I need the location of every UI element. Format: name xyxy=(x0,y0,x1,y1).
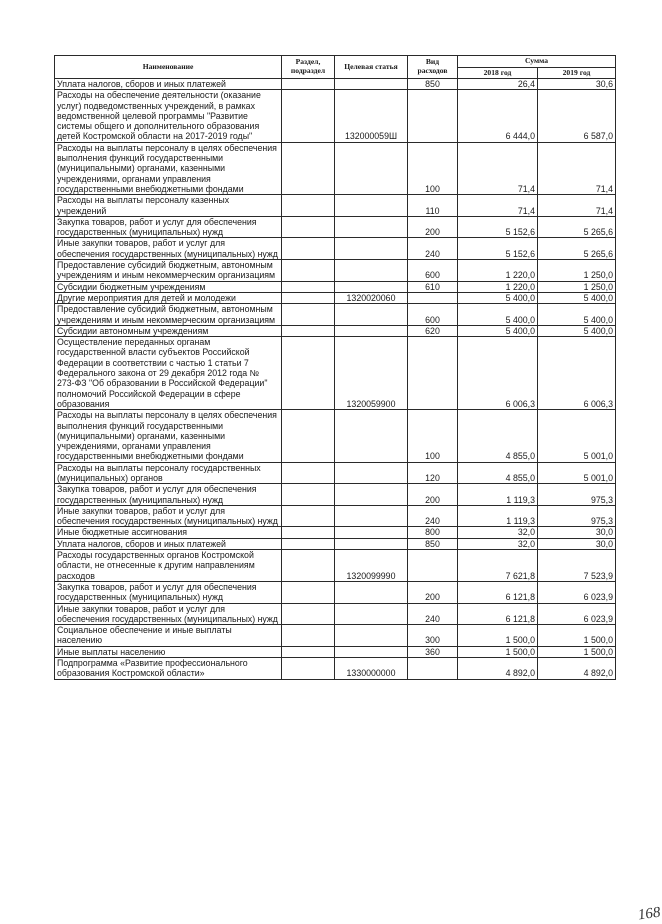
row-target xyxy=(335,410,408,462)
row-expense-type: 300 xyxy=(408,625,458,647)
row-section xyxy=(282,281,335,292)
table-body xyxy=(55,79,616,680)
row-expense-type xyxy=(408,550,458,582)
row-sum-2019: 30,6 xyxy=(538,79,616,90)
table-row xyxy=(55,410,616,462)
table-row xyxy=(55,238,616,260)
row-sum-2019: 1 250,0 xyxy=(538,260,616,282)
row-name: Предоставление субсидий бюджетным, автономным учреждениям и иным некоммерческим организациям xyxy=(55,304,282,326)
row-target xyxy=(335,603,408,625)
row-target: 1320099990 xyxy=(335,550,408,582)
row-sum-2019: 1 500,0 xyxy=(538,646,616,657)
row-section xyxy=(282,625,335,647)
row-target: 1330000000 xyxy=(335,658,408,680)
row-target xyxy=(335,79,408,90)
row-name: Иные закупки товаров, работ и услуг для обеспечения государственных (муниципальных) нужд xyxy=(55,505,282,527)
row-target xyxy=(335,304,408,326)
row-sum-2019: 5 400,0 xyxy=(538,292,616,303)
row-expense-type: 850 xyxy=(408,79,458,90)
table-row xyxy=(55,292,616,303)
row-expense-type: 110 xyxy=(408,195,458,217)
row-expense-type: 240 xyxy=(408,238,458,260)
table-row xyxy=(55,550,616,582)
row-sum-2018: 71,4 xyxy=(458,142,538,194)
row-section xyxy=(282,337,335,410)
row-name: Расходы на выплаты персоналу в целях обеспечения выполнения функций государственными (муниципальными) органами, казенными учреждениями, органами управления государственными внебюджетными фондами xyxy=(55,142,282,194)
row-name: Уплата налогов, сборов и иных платежей xyxy=(55,538,282,549)
row-name: Другие мероприятия для детей и молодежи xyxy=(55,292,282,303)
row-section xyxy=(282,260,335,282)
row-target xyxy=(335,484,408,506)
row-section xyxy=(282,603,335,625)
header-sum: Сумма xyxy=(458,56,616,68)
table-row xyxy=(55,90,616,142)
row-expense-type: 610 xyxy=(408,281,458,292)
row-expense-type: 200 xyxy=(408,581,458,603)
header-section: Раздел, подраздел xyxy=(282,56,335,79)
row-expense-type: 600 xyxy=(408,304,458,326)
row-expense-type: 100 xyxy=(408,142,458,194)
row-section xyxy=(282,658,335,680)
row-sum-2018: 71,4 xyxy=(458,195,538,217)
row-sum-2019: 975,3 xyxy=(538,505,616,527)
row-sum-2018: 5 400,0 xyxy=(458,292,538,303)
row-sum-2018: 5 400,0 xyxy=(458,304,538,326)
row-sum-2018: 32,0 xyxy=(458,527,538,538)
row-sum-2018: 1 220,0 xyxy=(458,260,538,282)
row-expense-type: 120 xyxy=(408,462,458,484)
row-target xyxy=(335,260,408,282)
row-expense-type: 200 xyxy=(408,216,458,238)
row-section xyxy=(282,195,335,217)
table-row xyxy=(55,195,616,217)
header-name: Наименование xyxy=(55,56,282,79)
row-sum-2018: 5 152,6 xyxy=(458,216,538,238)
row-sum-2018: 1 500,0 xyxy=(458,646,538,657)
row-name: Иные закупки товаров, работ и услуг для обеспечения государственных (муниципальных) нужд xyxy=(55,603,282,625)
row-target xyxy=(335,142,408,194)
row-expense-type: 240 xyxy=(408,505,458,527)
row-sum-2019: 6 023,9 xyxy=(538,581,616,603)
row-sum-2019: 5 265,6 xyxy=(538,216,616,238)
table-row xyxy=(55,304,616,326)
table-row xyxy=(55,79,616,90)
row-sum-2018: 4 892,0 xyxy=(458,658,538,680)
table-row xyxy=(55,484,616,506)
row-section xyxy=(282,550,335,582)
row-section xyxy=(282,538,335,549)
table-row xyxy=(55,581,616,603)
row-name: Иные выплаты населению xyxy=(55,646,282,657)
row-expense-type xyxy=(408,90,458,142)
header-expense-type: Вид расходов xyxy=(408,56,458,79)
row-expense-type: 620 xyxy=(408,325,458,336)
row-sum-2019: 30,0 xyxy=(538,527,616,538)
row-name: Осуществление переданных органам государственной власти субъектов Российской Федерации в соответствии с частью 1 статьи 7 Федерального закона от 29 декабря 2012 года № 273-ФЗ "Об образовании в Российской Федерации" полномочий Российской Федерации в сфере образования xyxy=(55,337,282,410)
header-2018: 2018 год xyxy=(458,68,538,79)
row-expense-type: 850 xyxy=(408,538,458,549)
row-target xyxy=(335,538,408,549)
row-name: Расходы на выплаты персоналу в целях обеспечения выполнения функций государственными (муниципальными) органами, казенными учреждениями, органами управления государственными внебюджетными фондами xyxy=(55,410,282,462)
budget-table xyxy=(54,55,616,680)
row-section xyxy=(282,410,335,462)
row-name: Социальное обеспечение и иные выплаты населению xyxy=(55,625,282,647)
row-target xyxy=(335,238,408,260)
header-target: Целевая статья xyxy=(335,56,408,79)
table-row xyxy=(55,527,616,538)
table-row xyxy=(55,462,616,484)
row-sum-2019: 4 892,0 xyxy=(538,658,616,680)
row-expense-type: 240 xyxy=(408,603,458,625)
table-row xyxy=(55,216,616,238)
row-name: Закупка товаров, работ и услуг для обеспечения государственных (муниципальных) нужд xyxy=(55,216,282,238)
row-expense-type xyxy=(408,292,458,303)
table-row xyxy=(55,325,616,336)
row-name: Уплата налогов, сборов и иных платежей xyxy=(55,79,282,90)
row-section xyxy=(282,216,335,238)
row-target xyxy=(335,281,408,292)
row-section xyxy=(282,238,335,260)
row-name: Расходы на обеспечение деятельности (оказание услуг) подведомственных учреждений, в рамках ведомственной целевой программы "Развитие системы общего и дополнительного образования детей Костромской области на 2017-2019 годы" xyxy=(55,90,282,142)
row-sum-2018: 6 121,8 xyxy=(458,581,538,603)
row-sum-2018: 4 855,0 xyxy=(458,410,538,462)
row-name: Предоставление субсидий бюджетным, автономным учреждениям и иным некоммерческим организациям xyxy=(55,260,282,282)
row-name: Субсидии бюджетным учреждениям xyxy=(55,281,282,292)
row-section xyxy=(282,581,335,603)
row-sum-2018: 1 119,3 xyxy=(458,505,538,527)
table-row xyxy=(55,625,616,647)
row-section xyxy=(282,304,335,326)
row-target: 1320059900 xyxy=(335,337,408,410)
row-target xyxy=(335,195,408,217)
page-number: 168 xyxy=(636,904,662,924)
table-row xyxy=(55,337,616,410)
row-sum-2019: 5 400,0 xyxy=(538,304,616,326)
table-row xyxy=(55,658,616,680)
row-section xyxy=(282,527,335,538)
row-sum-2018: 26,4 xyxy=(458,79,538,90)
row-expense-type: 360 xyxy=(408,646,458,657)
table-row xyxy=(55,142,616,194)
row-target xyxy=(335,625,408,647)
row-name: Подпрограмма «Развитие профессионального образования Костромской области» xyxy=(55,658,282,680)
row-sum-2019: 5 001,0 xyxy=(538,410,616,462)
row-expense-type: 100 xyxy=(408,410,458,462)
row-sum-2018: 1 220,0 xyxy=(458,281,538,292)
row-sum-2018: 5 152,6 xyxy=(458,238,538,260)
row-sum-2018: 4 855,0 xyxy=(458,462,538,484)
row-sum-2019: 1 500,0 xyxy=(538,625,616,647)
row-target xyxy=(335,646,408,657)
table-row xyxy=(55,603,616,625)
row-sum-2018: 1 119,3 xyxy=(458,484,538,506)
row-target: 1320020060 xyxy=(335,292,408,303)
row-sum-2018: 5 400,0 xyxy=(458,325,538,336)
row-expense-type: 800 xyxy=(408,527,458,538)
row-name: Субсидии автономным учреждениям xyxy=(55,325,282,336)
row-name: Расходы на выплаты персоналу государственных (муниципальных) органов xyxy=(55,462,282,484)
row-expense-type xyxy=(408,658,458,680)
row-section xyxy=(282,505,335,527)
row-section xyxy=(282,292,335,303)
row-name: Закупка товаров, работ и услуг для обеспечения государственных (муниципальных) нужд xyxy=(55,581,282,603)
row-expense-type: 600 xyxy=(408,260,458,282)
row-section xyxy=(282,142,335,194)
row-name: Расходы на выплаты персоналу казенных учреждений xyxy=(55,195,282,217)
row-name: Закупка товаров, работ и услуг для обеспечения государственных (муниципальных) нужд xyxy=(55,484,282,506)
row-target xyxy=(335,527,408,538)
table-row xyxy=(55,505,616,527)
row-sum-2018: 6 121,8 xyxy=(458,603,538,625)
row-expense-type xyxy=(408,337,458,410)
row-section xyxy=(282,462,335,484)
row-section xyxy=(282,325,335,336)
row-target: 132000059Ш xyxy=(335,90,408,142)
row-target xyxy=(335,462,408,484)
table-row xyxy=(55,281,616,292)
row-sum-2019: 1 250,0 xyxy=(538,281,616,292)
row-expense-type: 200 xyxy=(408,484,458,506)
row-sum-2018: 32,0 xyxy=(458,538,538,549)
row-sum-2019: 975,3 xyxy=(538,484,616,506)
row-target xyxy=(335,505,408,527)
row-section xyxy=(282,79,335,90)
row-section xyxy=(282,646,335,657)
row-section xyxy=(282,484,335,506)
header-row-1 xyxy=(55,56,616,68)
header-2019: 2019 год xyxy=(538,68,616,79)
table-row xyxy=(55,538,616,549)
row-name: Иные бюджетные ассигнования xyxy=(55,527,282,538)
row-sum-2019: 71,4 xyxy=(538,195,616,217)
row-sum-2018: 1 500,0 xyxy=(458,625,538,647)
row-sum-2019: 6 587,0 xyxy=(538,90,616,142)
row-sum-2018: 6 006,3 xyxy=(458,337,538,410)
row-sum-2019: 6 006,3 xyxy=(538,337,616,410)
table-row xyxy=(55,646,616,657)
row-target xyxy=(335,325,408,336)
row-sum-2018: 6 444,0 xyxy=(458,90,538,142)
row-target xyxy=(335,581,408,603)
table-row xyxy=(55,260,616,282)
row-section xyxy=(282,90,335,142)
row-sum-2019: 30,0 xyxy=(538,538,616,549)
row-sum-2019: 6 023,9 xyxy=(538,603,616,625)
row-sum-2019: 71,4 xyxy=(538,142,616,194)
row-sum-2019: 5 265,6 xyxy=(538,238,616,260)
document-page xyxy=(54,55,662,924)
row-name: Иные закупки товаров, работ и услуг для обеспечения государственных (муниципальных) нужд xyxy=(55,238,282,260)
row-target xyxy=(335,216,408,238)
row-sum-2019: 5 001,0 xyxy=(538,462,616,484)
row-name: Расходы государственных органов Костромской области, не отнесенные к другим направлениям расходов xyxy=(55,550,282,582)
row-sum-2019: 5 400,0 xyxy=(538,325,616,336)
row-sum-2019: 7 523,9 xyxy=(538,550,616,582)
row-sum-2018: 7 621,8 xyxy=(458,550,538,582)
